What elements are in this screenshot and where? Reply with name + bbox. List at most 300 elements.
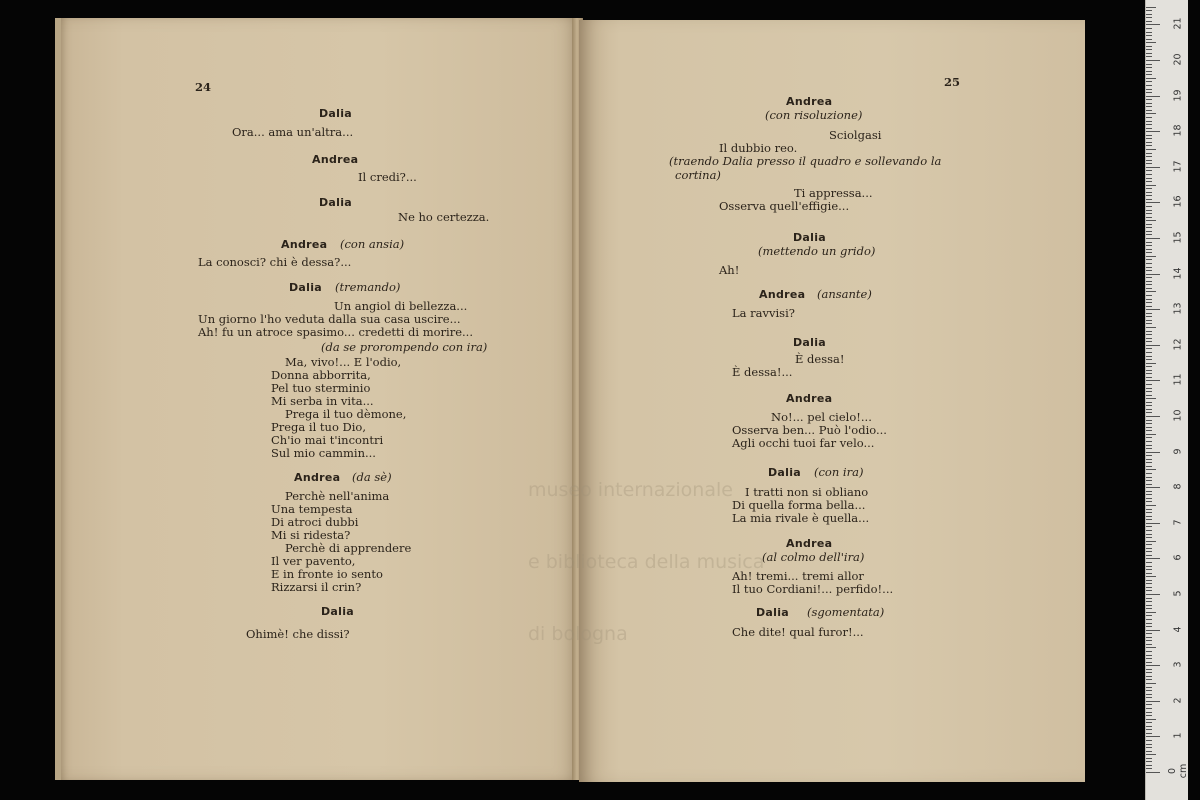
verse-line: Perchè di apprendere bbox=[285, 541, 412, 555]
ruler-tick bbox=[1146, 658, 1152, 659]
ruler-tick bbox=[1146, 644, 1152, 645]
ruler-number: 7 bbox=[1172, 519, 1184, 526]
ruler-tick bbox=[1146, 623, 1152, 624]
ruler-tick bbox=[1146, 477, 1152, 478]
ruler-tick bbox=[1146, 669, 1152, 670]
ruler-tick bbox=[1146, 523, 1160, 524]
ruler-tick bbox=[1146, 163, 1152, 164]
ruler-tick bbox=[1146, 744, 1152, 745]
ruler-tick bbox=[1146, 56, 1152, 57]
ruler-tick bbox=[1146, 530, 1152, 531]
stage-direction: (con ansia) bbox=[340, 237, 405, 251]
ruler-tick bbox=[1146, 131, 1160, 132]
ruler-tick bbox=[1146, 306, 1152, 307]
verse-line: Agli occhi tuoi far velo... bbox=[732, 436, 875, 450]
ruler-tick bbox=[1146, 544, 1152, 545]
ruler-tick bbox=[1146, 135, 1152, 136]
ruler-number: 5 bbox=[1172, 590, 1184, 597]
ruler-number: 14 bbox=[1172, 267, 1184, 280]
ruler-tick bbox=[1146, 138, 1152, 139]
verse-line: Ohimè! che dissi? bbox=[246, 627, 350, 641]
stage-direction: (traendo Dalia presso il quadro e sollevando la bbox=[669, 154, 942, 168]
ruler-tick bbox=[1146, 295, 1152, 296]
verse-line: Il ver pavento, bbox=[271, 554, 356, 568]
ruler-tick bbox=[1146, 363, 1156, 364]
ruler-tick bbox=[1146, 420, 1152, 421]
ruler-tick bbox=[1146, 199, 1152, 200]
verse-line: I tratti non si obliano bbox=[745, 485, 869, 499]
ruler-tick bbox=[1146, 491, 1152, 492]
verse-line: Osserva ben... Può l'odio... bbox=[732, 423, 887, 437]
ruler-tick bbox=[1146, 217, 1152, 218]
ruler-tick bbox=[1146, 405, 1152, 406]
ruler-tick bbox=[1146, 768, 1152, 769]
ruler-tick bbox=[1146, 665, 1160, 666]
ruler-tick bbox=[1146, 402, 1152, 403]
ruler-tick bbox=[1146, 498, 1152, 499]
ruler-tick bbox=[1146, 501, 1152, 502]
ruler-tick bbox=[1146, 331, 1152, 332]
speaker-heading: Dalia bbox=[321, 605, 355, 618]
ruler-tick bbox=[1146, 78, 1156, 79]
ruler-tick bbox=[1146, 679, 1152, 680]
verse-line: Ch'io mai t'incontri bbox=[271, 433, 384, 447]
ruler-tick bbox=[1146, 170, 1152, 171]
speaker-heading: Dalia bbox=[319, 107, 353, 120]
ruler-tick bbox=[1146, 722, 1152, 723]
ruler-tick bbox=[1146, 220, 1156, 221]
verse-line: Ma, vivo!... E l'odio, bbox=[285, 355, 402, 369]
ruler-tick bbox=[1146, 484, 1152, 485]
ruler-tick bbox=[1146, 505, 1156, 506]
ruler-tick bbox=[1146, 71, 1152, 72]
ruler-tick bbox=[1146, 519, 1152, 520]
ruler-tick bbox=[1146, 708, 1152, 709]
ruler-number: 20 bbox=[1172, 53, 1184, 66]
ruler-number: 9 bbox=[1172, 448, 1184, 455]
ruler-tick bbox=[1146, 53, 1152, 54]
ruler-tick bbox=[1146, 167, 1160, 168]
ruler-tick bbox=[1146, 445, 1152, 446]
ruler-tick bbox=[1146, 270, 1152, 271]
ruler-tick bbox=[1146, 605, 1152, 606]
ruler-tick bbox=[1146, 117, 1152, 118]
ruler-tick bbox=[1146, 160, 1152, 161]
ruler-tick bbox=[1146, 676, 1152, 677]
ruler-tick bbox=[1146, 719, 1156, 720]
ruler-tick bbox=[1146, 277, 1152, 278]
ruler-tick bbox=[1146, 352, 1152, 353]
verse-line: È dessa! bbox=[795, 352, 845, 366]
ruler-number: 13 bbox=[1172, 302, 1184, 315]
ruler-tick bbox=[1146, 249, 1152, 250]
ruler-tick bbox=[1146, 192, 1152, 193]
ruler-tick bbox=[1146, 448, 1152, 449]
watermark-line: museo internazionale bbox=[528, 479, 733, 501]
ruler-tick bbox=[1146, 555, 1152, 556]
ruler-tick bbox=[1146, 64, 1152, 65]
ruler-tick bbox=[1146, 373, 1152, 374]
ruler-tick bbox=[1146, 213, 1152, 214]
ruler-tick bbox=[1146, 178, 1152, 179]
ruler-tick bbox=[1146, 103, 1152, 104]
ruler-tick bbox=[1146, 615, 1152, 616]
ruler-tick bbox=[1146, 633, 1152, 634]
ruler-tick bbox=[1146, 655, 1152, 656]
speaker-heading: Dalia bbox=[319, 196, 353, 209]
ruler-tick bbox=[1146, 751, 1152, 752]
ruler-tick bbox=[1146, 377, 1152, 378]
speaker-heading: Dalia bbox=[793, 231, 827, 244]
ruler-number: 4 bbox=[1172, 626, 1184, 633]
speaker-heading: Andrea bbox=[786, 392, 833, 405]
ruler-number: 11 bbox=[1172, 373, 1184, 386]
stage-direction: (sgomentata) bbox=[807, 605, 885, 619]
ruler-tick bbox=[1146, 601, 1152, 602]
stage-direction: (da se prorompendo con ira) bbox=[321, 340, 488, 354]
watermark-line: e biblioteca della musica bbox=[528, 551, 765, 573]
ruler-tick bbox=[1146, 46, 1152, 47]
speaker-heading: Andrea bbox=[312, 153, 359, 166]
ruler-tick bbox=[1146, 121, 1152, 122]
ruler-tick bbox=[1146, 562, 1152, 563]
ruler-tick bbox=[1146, 256, 1156, 257]
ruler-tick bbox=[1146, 729, 1152, 730]
ruler-tick bbox=[1146, 7, 1156, 8]
ruler-tick bbox=[1146, 712, 1152, 713]
verse-line: Ah! tremi... tremi allor bbox=[732, 569, 864, 583]
ruler-tick bbox=[1146, 427, 1152, 428]
ruler-tick bbox=[1146, 17, 1152, 18]
ruler-tick bbox=[1146, 206, 1152, 207]
stage-direction: (da sè) bbox=[352, 470, 392, 484]
ruler-tick bbox=[1146, 758, 1152, 759]
stage-direction: cortina) bbox=[675, 168, 721, 182]
verse-line: Ah! bbox=[719, 263, 740, 277]
ruler-tick bbox=[1146, 736, 1160, 737]
speaker-heading: Dalia bbox=[289, 281, 323, 294]
ruler-tick bbox=[1146, 85, 1152, 86]
ruler-tick bbox=[1146, 281, 1152, 282]
ruler-tick bbox=[1146, 309, 1160, 310]
ruler-tick bbox=[1146, 512, 1152, 513]
ruler-number: 16 bbox=[1172, 195, 1184, 208]
ruler-tick bbox=[1146, 537, 1152, 538]
ruler-tick bbox=[1146, 704, 1152, 705]
ruler-tick bbox=[1146, 423, 1152, 424]
ruler-tick bbox=[1146, 92, 1152, 93]
ruler-tick bbox=[1146, 416, 1160, 417]
ruler-tick bbox=[1146, 345, 1160, 346]
verse-line: Ti appressa... bbox=[794, 186, 873, 200]
ruler-tick bbox=[1146, 74, 1152, 75]
ruler-tick bbox=[1146, 541, 1156, 542]
verse-line: La ravvisi? bbox=[732, 306, 795, 320]
verse-line: E in fronte io sento bbox=[271, 567, 383, 581]
verse-line: Di quella forma bella... bbox=[732, 498, 866, 512]
verse-line: Il dubbio reo. bbox=[719, 141, 798, 155]
ruler-tick bbox=[1146, 334, 1152, 335]
ruler-tick bbox=[1146, 14, 1152, 15]
ruler-tick bbox=[1146, 231, 1152, 232]
ruler-tick bbox=[1146, 21, 1152, 22]
ruler-tick bbox=[1146, 509, 1152, 510]
ruler-tick bbox=[1146, 651, 1152, 652]
verse-line: Ora... ama un'altra... bbox=[232, 125, 354, 139]
ruler-tick bbox=[1146, 366, 1152, 367]
ruler-tick bbox=[1146, 145, 1152, 146]
verse-line: Sciolgasi bbox=[829, 128, 882, 142]
ruler-tick bbox=[1146, 99, 1152, 100]
ruler-tick bbox=[1146, 733, 1152, 734]
ruler-tick bbox=[1146, 573, 1152, 574]
verse-line: Osserva quell'effigie... bbox=[719, 199, 850, 213]
ruler-tick bbox=[1146, 441, 1152, 442]
ruler-tick bbox=[1146, 412, 1152, 413]
ruler-tick bbox=[1146, 516, 1152, 517]
ruler-tick bbox=[1146, 398, 1156, 399]
ruler-tick bbox=[1146, 263, 1152, 264]
stage-direction: (con ira) bbox=[814, 465, 864, 479]
ruler-tick bbox=[1146, 487, 1160, 488]
ruler-tick bbox=[1146, 284, 1152, 285]
ruler-tick bbox=[1146, 772, 1160, 773]
ruler-tick bbox=[1146, 35, 1152, 36]
ruler-number: 6 bbox=[1172, 554, 1184, 561]
ruler-tick bbox=[1146, 202, 1160, 203]
ruler-tick bbox=[1146, 690, 1152, 691]
ruler-tick bbox=[1146, 302, 1152, 303]
ruler-number: 10 bbox=[1172, 409, 1184, 422]
ruler-tick bbox=[1146, 267, 1152, 268]
speaker-heading: Andrea bbox=[786, 537, 833, 550]
ruler-tick bbox=[1146, 323, 1152, 324]
verse-line: Ah! fu un atroce spasimo... credetti di morire... bbox=[198, 325, 473, 339]
ruler-tick bbox=[1146, 765, 1152, 766]
verse-line: Ne ho certezza. bbox=[398, 210, 490, 224]
ruler-tick bbox=[1146, 39, 1152, 40]
ruler-tick bbox=[1146, 647, 1156, 648]
verse-line: Che dite! qual furor!... bbox=[732, 625, 864, 639]
ruler-tick bbox=[1146, 391, 1152, 392]
ruler-tick bbox=[1146, 747, 1152, 748]
ruler-tick bbox=[1146, 156, 1152, 157]
ruler-number: 8 bbox=[1172, 483, 1184, 490]
ruler-tick bbox=[1146, 32, 1152, 33]
stage-direction: (con risoluzione) bbox=[765, 108, 863, 122]
ruler-tick bbox=[1146, 480, 1152, 481]
ruler-tick bbox=[1146, 612, 1156, 613]
ruler-tick bbox=[1146, 299, 1152, 300]
ruler-tick bbox=[1146, 761, 1152, 762]
ruler-tick bbox=[1146, 380, 1160, 381]
verse-line: Di atroci dubbi bbox=[271, 515, 359, 529]
ruler-tick bbox=[1146, 434, 1156, 435]
ruler-tick bbox=[1146, 291, 1156, 292]
ruler-tick bbox=[1146, 24, 1160, 25]
speaker-heading: Andrea bbox=[294, 471, 341, 484]
ruler-tick bbox=[1146, 195, 1152, 196]
speaker-heading: Andrea bbox=[786, 95, 833, 108]
verse-line: La conosci? chi è dessa?... bbox=[198, 255, 352, 269]
ruler-tick bbox=[1146, 694, 1152, 695]
verse-line: Il credi?... bbox=[358, 170, 417, 184]
ruler-tick bbox=[1146, 697, 1152, 698]
verse-line: Prega il tuo dèmone, bbox=[285, 407, 407, 421]
ruler-tick bbox=[1146, 662, 1152, 663]
ruler-tick bbox=[1146, 359, 1152, 360]
ruler-tick bbox=[1146, 526, 1152, 527]
ruler-tick bbox=[1146, 320, 1152, 321]
speaker-heading: Andrea bbox=[759, 288, 806, 301]
ruler-tick bbox=[1146, 558, 1160, 559]
ruler-tick bbox=[1146, 106, 1152, 107]
stage-direction: (ansante) bbox=[817, 287, 872, 301]
verse-line: Un giorno l'ho veduta dalla sua casa uscire... bbox=[198, 312, 461, 326]
ruler-tick bbox=[1146, 348, 1152, 349]
ruler-tick bbox=[1146, 430, 1152, 431]
ruler-tick bbox=[1146, 569, 1152, 570]
ruler-tick bbox=[1146, 234, 1152, 235]
verse-line: Sul mio cammin... bbox=[271, 446, 376, 460]
ruler-tick bbox=[1146, 142, 1152, 143]
verse-line: Rizzarsi il crin? bbox=[271, 580, 362, 594]
verse-line: Prega il tuo Dio, bbox=[271, 420, 367, 434]
ruler-tick bbox=[1146, 96, 1160, 97]
verse-line: È dessa!... bbox=[732, 365, 793, 379]
ruler-tick bbox=[1146, 594, 1160, 595]
verse-line: Donna abborrita, bbox=[271, 368, 371, 382]
page-number-left: 24 bbox=[195, 80, 212, 94]
ruler-tick bbox=[1146, 224, 1152, 225]
ruler-tick bbox=[1146, 252, 1152, 253]
ruler-number: 3 bbox=[1172, 661, 1184, 668]
ruler-tick bbox=[1146, 356, 1152, 357]
ruler-tick bbox=[1146, 473, 1152, 474]
ruler-tick bbox=[1146, 630, 1160, 631]
ruler-tick bbox=[1146, 587, 1152, 588]
ruler-tick bbox=[1146, 683, 1156, 684]
ruler-tick bbox=[1146, 437, 1152, 438]
ruler-tick bbox=[1146, 124, 1152, 125]
ruler-tick bbox=[1146, 409, 1152, 410]
ruler-tick bbox=[1146, 672, 1152, 673]
ruler-tick bbox=[1146, 370, 1152, 371]
ruler-tick bbox=[1146, 452, 1160, 453]
ruler-tick bbox=[1146, 174, 1152, 175]
verse-line: Il tuo Cordiani!... perfido!... bbox=[732, 582, 894, 596]
ruler-tick bbox=[1146, 110, 1152, 111]
ruler-tick bbox=[1146, 640, 1152, 641]
ruler-tick bbox=[1146, 60, 1160, 61]
ruler-number: 21 bbox=[1172, 17, 1184, 30]
ruler-tick bbox=[1146, 534, 1152, 535]
ruler-tick bbox=[1146, 238, 1160, 239]
ruler-number: 18 bbox=[1172, 124, 1184, 137]
ruler-tick bbox=[1146, 245, 1152, 246]
ruler-tick bbox=[1146, 288, 1152, 289]
ruler-tick bbox=[1146, 128, 1152, 129]
ruler-number: 17 bbox=[1172, 160, 1184, 173]
ruler-tick bbox=[1146, 316, 1152, 317]
ruler-tick bbox=[1146, 327, 1156, 328]
speaker-heading: Andrea bbox=[281, 238, 328, 251]
ruler-tick bbox=[1146, 466, 1152, 467]
ruler-tick bbox=[1146, 89, 1152, 90]
ruler-unit-label: 0 cm bbox=[1167, 763, 1189, 779]
ruler-tick bbox=[1146, 395, 1152, 396]
ruler-number: 12 bbox=[1172, 338, 1184, 351]
ruler-tick bbox=[1146, 590, 1152, 591]
verse-line: Mi serba in vita... bbox=[271, 394, 374, 408]
ruler-tick bbox=[1146, 455, 1152, 456]
ruler-tick bbox=[1146, 494, 1152, 495]
ruler-tick bbox=[1146, 715, 1152, 716]
left-page bbox=[55, 18, 583, 780]
ruler-tick bbox=[1146, 10, 1152, 11]
ruler-tick bbox=[1146, 580, 1152, 581]
ruler-tick bbox=[1146, 576, 1156, 577]
page-number-right: 25 bbox=[944, 75, 961, 89]
ruler-tick bbox=[1146, 459, 1152, 460]
ruler-tick bbox=[1146, 469, 1156, 470]
ruler-tick bbox=[1146, 259, 1152, 260]
ruler-tick bbox=[1146, 637, 1152, 638]
stage-direction: (mettendo un grido) bbox=[758, 244, 876, 258]
ruler-tick bbox=[1146, 188, 1152, 189]
ruler-tick bbox=[1146, 566, 1152, 567]
ruler-tick bbox=[1146, 701, 1160, 702]
speaker-heading: Dalia bbox=[768, 466, 802, 479]
stage-direction: (al colmo dell'ira) bbox=[762, 550, 865, 564]
ruler-tick bbox=[1146, 548, 1152, 549]
ruler-tick bbox=[1146, 149, 1156, 150]
ruler-tick bbox=[1146, 113, 1156, 114]
ruler-number: 15 bbox=[1172, 231, 1184, 244]
verse-line: Mi si ridesta? bbox=[271, 528, 351, 542]
ruler-tick bbox=[1146, 81, 1152, 82]
ruler-tick bbox=[1146, 42, 1156, 43]
ruler-tick bbox=[1146, 626, 1152, 627]
ruler-tick bbox=[1146, 341, 1152, 342]
ruler-tick bbox=[1146, 49, 1152, 50]
ruler-tick bbox=[1146, 687, 1152, 688]
verse-line: La mia rivale è quella... bbox=[732, 511, 870, 525]
verse-line: Perchè nell'anima bbox=[285, 489, 390, 503]
stage-direction: (tremando) bbox=[335, 280, 401, 294]
verse-line: No!... pel cielo!... bbox=[771, 410, 872, 424]
measuring-ruler bbox=[1145, 0, 1188, 800]
ruler-tick bbox=[1146, 462, 1152, 463]
ruler-tick bbox=[1146, 388, 1152, 389]
ruler-number: 2 bbox=[1172, 697, 1184, 704]
ruler-tick bbox=[1146, 619, 1152, 620]
ruler-tick bbox=[1146, 313, 1152, 314]
speaker-heading: Dalia bbox=[793, 336, 827, 349]
ruler-tick bbox=[1146, 608, 1152, 609]
verse-line: Un angiol di bellezza... bbox=[334, 299, 468, 313]
ruler-number: 19 bbox=[1172, 89, 1184, 102]
ruler-tick bbox=[1146, 384, 1152, 385]
ruler-tick bbox=[1146, 551, 1152, 552]
verse-line: Una tempesta bbox=[271, 502, 353, 516]
ruler-tick bbox=[1146, 726, 1152, 727]
watermark-line: di bologna bbox=[528, 623, 628, 645]
ruler-number: 1 bbox=[1172, 732, 1184, 739]
ruler-tick bbox=[1146, 242, 1152, 243]
ruler-tick bbox=[1146, 28, 1152, 29]
ruler-tick bbox=[1146, 583, 1152, 584]
